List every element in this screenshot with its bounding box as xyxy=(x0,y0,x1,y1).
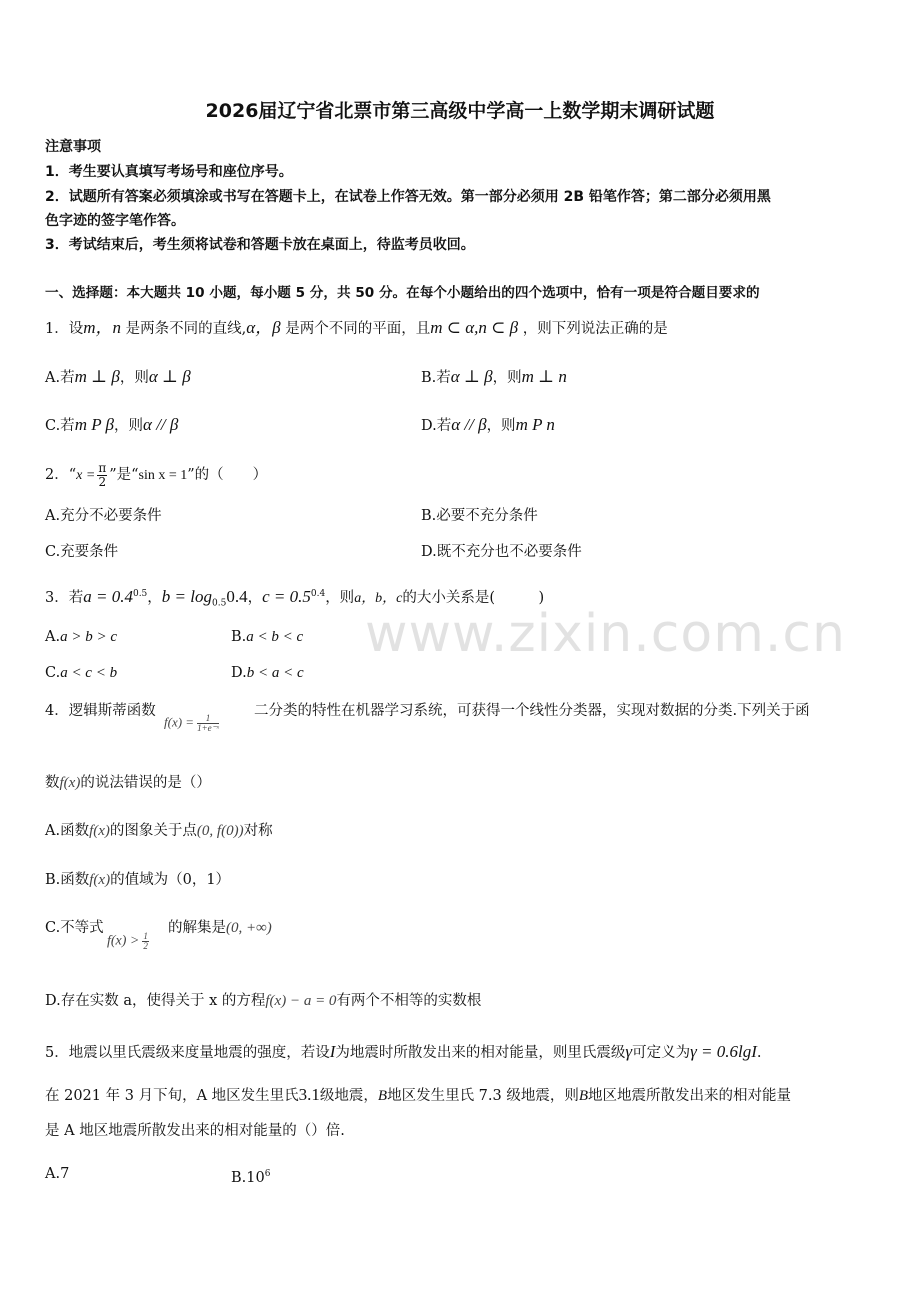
q4-option-b xyxy=(45,870,230,890)
option-math-image: f(x) xyxy=(89,823,110,839)
q5-text: 地区发生里氏 7.3 级地震，则 xyxy=(387,1088,579,1104)
q3-math-b-base: 0.5 xyxy=(212,598,227,609)
q2-option-b: B.必要不充分条件 xyxy=(421,508,538,524)
q5-text: 地区地震所散发出来的相对能量 xyxy=(588,1088,792,1104)
question-5-line-2 xyxy=(45,1085,791,1106)
frac-num: 1 xyxy=(143,931,148,941)
q1-text-c: 是两个不同的平面，且 xyxy=(285,321,431,337)
q3-math-b-val: 0.4 xyxy=(226,586,248,606)
q2-frac-den: 2 xyxy=(98,474,107,489)
q1-text-d: ，则下列说法正确的是 xyxy=(522,321,668,337)
option-label: A.函数 xyxy=(45,823,90,839)
q5-math-B: B xyxy=(578,1088,589,1104)
notice-item-2: 2．试题所有答案必须填涂或书写在答题卡上，在试卷上作答无效。第一部分必须用 2B 铅笔作答；第二部分必须用黑 xyxy=(45,189,771,205)
q4-formula-lhs: f(x) = xyxy=(164,714,195,730)
q5-math-B: B xyxy=(377,1088,388,1104)
option-math: α // β xyxy=(143,415,179,434)
notice-heading: 注意事项 xyxy=(45,139,101,155)
q3-math-b: b = log xyxy=(161,586,212,606)
q3-math-a: a = 0.4 xyxy=(83,586,133,606)
option-label: C. xyxy=(45,665,61,681)
q1-option-b xyxy=(421,367,567,388)
option-text: 的值域为（0，1） xyxy=(110,872,231,888)
frac-num: 1 xyxy=(197,714,219,724)
option-label: B. xyxy=(231,629,247,645)
q5-math-magnitude: 3.1 xyxy=(298,1085,320,1104)
q4-text: 数 xyxy=(45,775,60,791)
option-math-image: f(x) xyxy=(89,872,111,888)
question-4-stem-a: 4．逻辑斯蒂函数 xyxy=(45,703,156,719)
q1-option-c xyxy=(45,415,178,436)
q2-fraction xyxy=(97,462,107,489)
question-5-line-3: 是 A 地区地震所散发出来的相对能量的（）倍. xyxy=(45,1123,345,1139)
option-text: ，则 xyxy=(114,418,144,434)
q3-text-post-a: ，则 xyxy=(325,589,355,606)
option-text: 对称 xyxy=(243,823,273,839)
option-math-fraction xyxy=(142,932,149,951)
frac-den: 1+e⁻ˣ xyxy=(197,723,219,733)
q3-option-a xyxy=(45,627,117,647)
question-5-line-1 xyxy=(45,1042,762,1063)
option-text: 的图象关于点 xyxy=(109,823,197,839)
q4-option-c-rest xyxy=(168,918,272,938)
q5-text: 在 2021 年 3 月下旬，A 地区发生里氏 xyxy=(45,1088,299,1104)
notice-item-3: 3．考试结束后，考生须将试卷和答题卡放在桌面上，待监考员收回。 xyxy=(45,237,475,253)
q4-text: 的说法错误的是（） xyxy=(80,775,211,791)
q3-option-c xyxy=(45,663,117,683)
question-4-stem-b: 二分类的特性在机器学习系统，可获得一个线性分类器，实现对数据的分类.下列关于函 xyxy=(254,703,810,719)
q4-option-c-label: C.不等式 xyxy=(45,920,104,936)
q4-formula-fraction xyxy=(197,714,219,733)
q5-text: . xyxy=(756,1045,762,1061)
q3-math-a-exp: 0.5 xyxy=(132,589,148,599)
option-text: 有两个不相等的实数根 xyxy=(336,993,482,1009)
option-text: ，则 xyxy=(492,370,522,386)
q1-text-a: 1．设 xyxy=(45,321,84,337)
q4-formula-image xyxy=(164,714,219,733)
option-math: α ⊥ β xyxy=(148,367,191,386)
option-math: a > b > c xyxy=(60,629,117,645)
option-label: D. xyxy=(231,665,247,681)
q4-fx-image: f(x) xyxy=(59,775,81,791)
option-label: A.若 xyxy=(45,370,75,386)
watermark: www.zixin.com.cn xyxy=(365,604,846,664)
option-text: ，则 xyxy=(119,370,149,386)
q3-math-c-exp: 0.4 xyxy=(310,589,326,599)
q5-text: 为地震时所散发出来的相对能量，则里氏震级 xyxy=(335,1045,626,1061)
q2-frac-num: π xyxy=(98,460,107,475)
q5-option-b xyxy=(231,1164,270,1188)
option-math: m ⊥ n xyxy=(521,367,567,386)
q2-math-sinx: sin x = 1 xyxy=(138,468,188,483)
q1-math-condition: m ⊂ α,n ⊂ β xyxy=(430,318,519,337)
q3-text-post-b: 的大小关系是( ) xyxy=(402,589,545,606)
q5-text: 级地震， xyxy=(319,1088,378,1104)
q1-math-alpha-beta: α，β xyxy=(246,318,281,337)
section-heading: 一、选择题：本大题共 10 小题，每小题 5 分，共 50 分。在每个小题给出的四个选项中，恰有一项是符合题目要求的 xyxy=(45,285,760,301)
q5-math-gamma: γ xyxy=(625,1042,633,1061)
option-math: 10 xyxy=(246,1169,265,1186)
question-2-stem xyxy=(45,461,267,490)
option-label: D.存在实数 a，使得关于 x 的方程 xyxy=(45,993,266,1009)
q5-text: 可定义为 xyxy=(632,1045,691,1061)
q4-option-d xyxy=(45,991,481,1011)
option-math-image: f(x) − a = 0 xyxy=(265,993,337,1009)
page-title: 2026届辽宁省北票市第三高级中学高一上数学期末调研试题 xyxy=(205,100,715,122)
option-math-exp: 6 xyxy=(264,1169,271,1179)
q1-math-mn: m，n xyxy=(83,318,122,337)
q1-text-b: 是两条不同的直线, xyxy=(125,321,247,337)
option-math: m P β xyxy=(74,415,115,434)
q3-option-d xyxy=(231,663,304,683)
q3-option-b xyxy=(231,627,303,647)
option-math: m ⊥ β xyxy=(74,367,120,386)
option-label: C.若 xyxy=(45,418,75,434)
q2-option-a: A.充分不必要条件 xyxy=(45,508,162,524)
option-math: a < b < c xyxy=(246,629,304,645)
option-math: α // β xyxy=(451,415,487,434)
q4-option-c-inequality xyxy=(107,932,149,951)
q2-text-mid: ”是“ xyxy=(109,467,139,483)
option-label: A. xyxy=(45,629,61,645)
notice-item-1: 1．考生要认真填写考场号和座位序号。 xyxy=(45,164,293,180)
q3-text-pre: 3．若 xyxy=(45,589,84,606)
q5-math-formula: γ = 0.6lgI xyxy=(690,1042,757,1061)
q3-math-abc: a，b，c xyxy=(354,590,403,606)
q5-math-I: I xyxy=(329,1042,336,1061)
option-label: B.若 xyxy=(421,370,451,386)
option-math-image: (0, +∞) xyxy=(226,920,272,936)
q2-math-x: x = xyxy=(76,468,96,483)
q2-option-c: C.充要条件 xyxy=(45,544,119,560)
option-text: ，则 xyxy=(486,418,516,434)
option-label: D.若 xyxy=(421,418,452,434)
q1-option-d xyxy=(421,415,555,436)
option-math: a < c < b xyxy=(60,665,118,681)
q2-option-d: D.既不充分也不必要条件 xyxy=(421,544,582,560)
option-math: α ⊥ β xyxy=(450,367,493,386)
option-text: 的解集是 xyxy=(168,920,226,936)
option-label: B. xyxy=(231,1169,247,1186)
option-math: b < a < c xyxy=(246,665,304,681)
q5-option-a: A.7 xyxy=(45,1166,70,1182)
option-math-image: f(x) > xyxy=(107,933,140,949)
q3-math-c: c = 0.5 xyxy=(262,586,311,606)
option-math: m P n xyxy=(515,415,555,434)
q1-option-a xyxy=(45,367,191,388)
frac-den: 2 xyxy=(143,941,148,951)
q5-text: 5．地震以里氏震级来度量地震的强度，若设 xyxy=(45,1045,330,1061)
question-1-stem xyxy=(45,318,668,339)
option-math-image: (0, f(0)) xyxy=(196,823,244,839)
notice-item-2-cont: 色字迹的签字笔作答。 xyxy=(45,213,185,229)
question-4-stem-line2 xyxy=(45,773,211,793)
q2-text-pre: 2．“ xyxy=(45,467,77,483)
option-label: B.函数 xyxy=(45,872,90,888)
question-3-stem: 3．若$a = 0.4^{0.5}$，$b = \log_{0.5}0.4$，$c = 0.5^{0.4}$，则a，b，c的大小关系是( ) xyxy=(45,586,545,609)
q4-option-a xyxy=(45,821,273,841)
q2-text-post: ”的（ ） xyxy=(187,467,268,483)
